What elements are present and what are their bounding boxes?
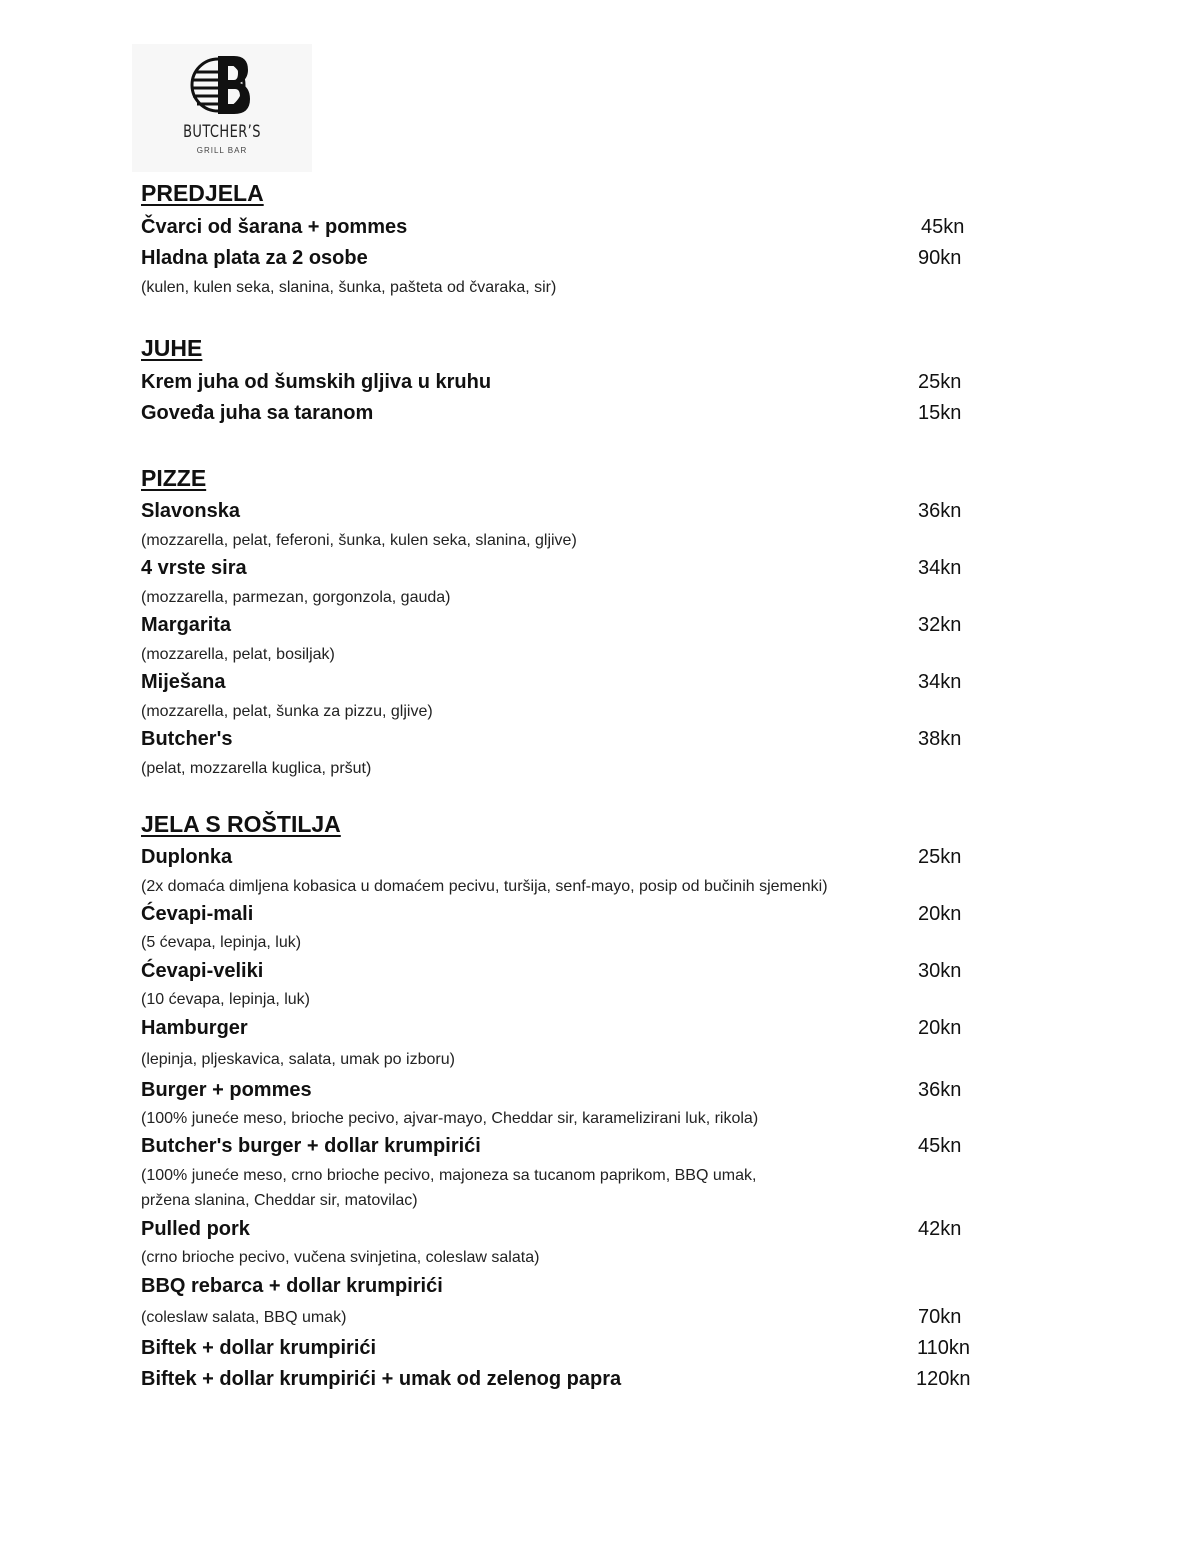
section-title-rostilj: JELA S ROŠTILJA (141, 811, 341, 837)
menu-item-name: Pulled pork (141, 1218, 250, 1240)
menu-item-description: (mozzarella, pelat, bosiljak) (141, 646, 335, 663)
menu-item-price: 120kn (916, 1368, 971, 1390)
menu-item-price: 25kn (918, 371, 962, 393)
menu-item-name: Slavonska (141, 500, 240, 522)
menu-item-name: Krem juha od šumskih gljiva u kruhu (141, 371, 492, 393)
menu-item-description: (kulen, kulen seka, slanina, šunka, pašteta od čvaraka, sir) (141, 279, 557, 296)
logo-brand-name: BUTCHER’S (183, 122, 261, 142)
menu-item-price: 42kn (918, 1218, 962, 1240)
menu-item-price: 15kn (918, 402, 962, 424)
menu-item-name: Butcher's burger + dollar krumpirići (141, 1135, 481, 1157)
menu-item-description: pržena slanina, Cheddar sir, matovilac) (141, 1192, 418, 1209)
menu-item-description: (mozzarella, pelat, feferoni, šunka, kulen seka, slanina, gljive) (141, 532, 577, 549)
menu-item-name: Margarita (141, 614, 232, 636)
menu-item-name: Hamburger (141, 1017, 248, 1039)
menu-item-name: Biftek + dollar krumpirići (141, 1337, 377, 1359)
menu-item-price: 34kn (918, 557, 962, 579)
menu-item-description: (5 ćevapa, lepinja, luk) (141, 934, 302, 951)
menu-item-name: Ćevapi-veliki (141, 960, 264, 982)
menu-item-name: Burger + pommes (141, 1079, 312, 1101)
menu-item-price: 20kn (918, 903, 962, 925)
menu-item-name: Ćevapi-mali (141, 903, 254, 925)
menu-item-price: 70kn (918, 1306, 962, 1328)
menu-item-description: (lepinja, pljeskavica, salata, umak po izboru) (141, 1051, 455, 1068)
logo-subtitle: GRILL BAR (196, 146, 248, 155)
menu-item-price: 34kn (918, 671, 962, 693)
menu-item-price: 25kn (918, 846, 962, 868)
menu-item-name: Duplonka (141, 846, 233, 868)
menu-item-description: (2x domaća dimljena kobasica u domaćem pecivu, turšija, senf-mayo, posip od bučinih sjemenki) (141, 878, 828, 895)
menu-item-description: (pelat, mozzarella kuglica, pršut) (141, 760, 372, 777)
grill-b-logo-icon (188, 52, 256, 118)
menu-item-description: (10 ćevapa, lepinja, luk) (141, 991, 310, 1008)
menu-item-description: (mozzarella, parmezan, gorgonzola, gauda) (141, 589, 451, 606)
menu-item-price: 110kn (917, 1337, 971, 1359)
menu-item-description: (100% juneće meso, crno brioche pecivo, majoneza sa tucanom paprikom, BBQ umak, (141, 1167, 757, 1184)
menu-item-price: 45kn (921, 216, 965, 238)
menu-item-price: 32kn (918, 614, 962, 636)
menu-item-description: (mozzarella, pelat, šunka za pizzu, gljive) (141, 703, 433, 720)
menu-item-price: 36kn (918, 500, 962, 522)
menu-item-price: 38kn (918, 728, 962, 750)
menu-item-name: BBQ rebarca + dollar krumpirići (141, 1275, 443, 1297)
butchers-logo (132, 44, 312, 172)
menu-item-price: 20kn (918, 1017, 962, 1039)
menu-item-price: 45kn (918, 1135, 962, 1157)
menu-item-name: Hladna plata za 2 osobe (141, 247, 368, 269)
section-title-juhe: JUHE (141, 335, 203, 361)
menu-item-description: (crno brioche pecivo, vučena svinjetina, coleslaw salata) (141, 1249, 540, 1266)
menu-item-name: Miješana (141, 671, 226, 693)
menu-item-name: 4 vrste sira (141, 557, 247, 579)
menu-item-description: (100% juneće meso, brioche pecivo, ajvar-mayo, Cheddar sir, karamelizirani luk, rikola) (141, 1110, 759, 1127)
menu-item-price: 36kn (918, 1079, 962, 1101)
section-title-pizze: PIZZE (141, 465, 207, 491)
section-title-predjela: PREDJELA (141, 180, 264, 206)
menu-item-name: Biftek + dollar krumpirići + umak od zelenog papra (141, 1368, 622, 1390)
menu-item-price: 30kn (918, 960, 962, 982)
menu-item-name: Butcher's (141, 728, 233, 750)
menu-item-price: 90kn (918, 247, 962, 269)
menu-item-name: Čvarci od šarana + pommes (141, 216, 408, 238)
menu-item-description: (coleslaw salata, BBQ umak) (141, 1309, 347, 1326)
menu-item-name: Goveđa juha sa taranom (141, 402, 374, 424)
